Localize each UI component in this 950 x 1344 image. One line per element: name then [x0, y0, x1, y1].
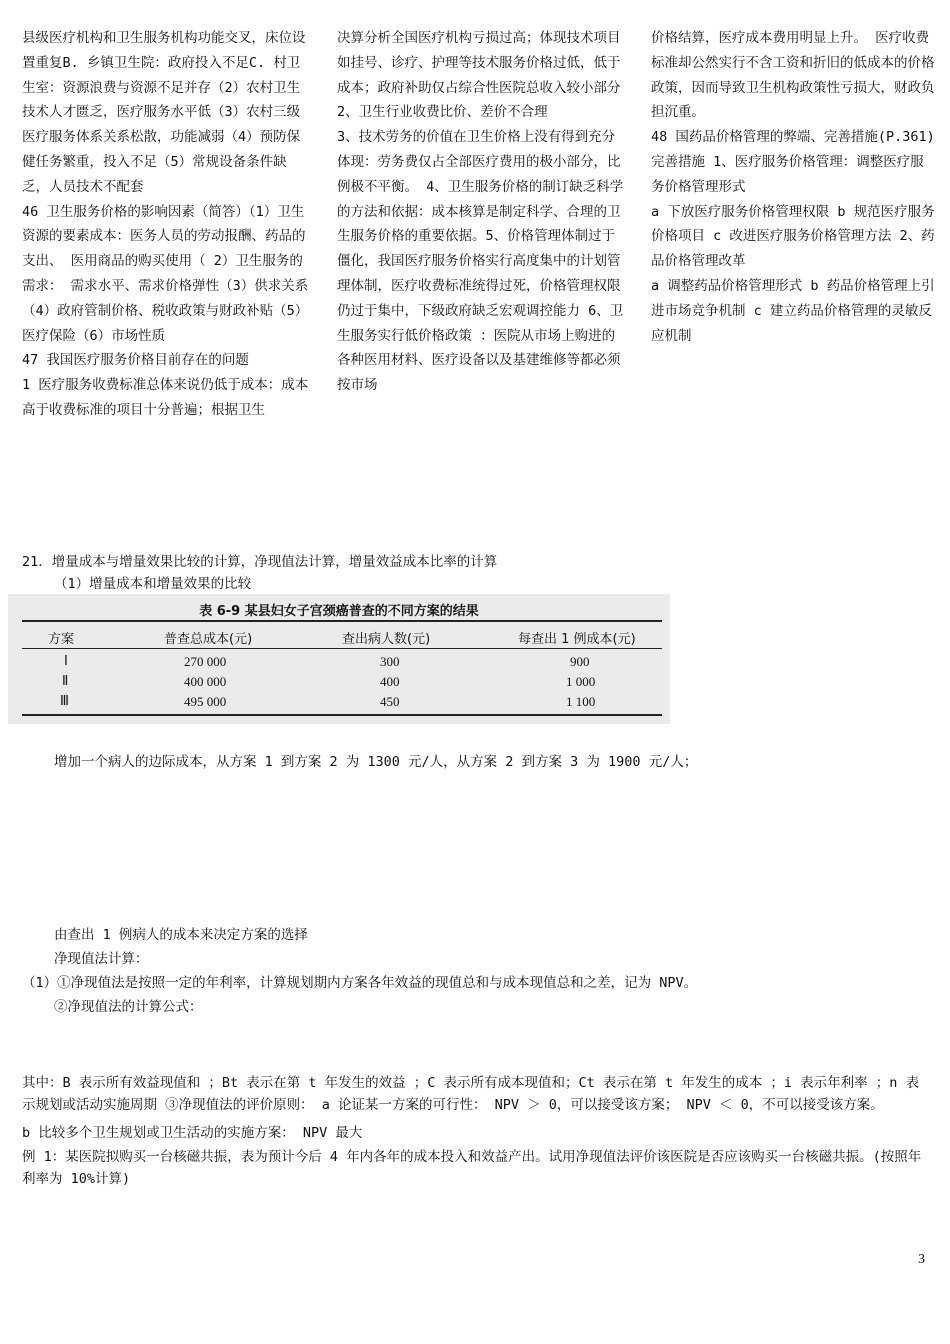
table-header-cost-per-case: 每查出 1 例成本(元)	[518, 632, 636, 647]
table-row-1-total-cost: 270 000	[184, 654, 227, 669]
npv-where-text: 其中：B 表示所有效益现值和 ；Bt 表示在第 t 年发生的效益 ；C 表示所有成本现值和；Ct 表示在第 t 年发生的成本 ；i 表示年利率 ；n 表示规划或活动实施周期 ③净现值法的评价原则： a 论证某一方案的可行性： NPV ＞ 0，可以接受该方案； NPV ＜ 0，不可以接受该方案。	[22, 1075, 920, 1113]
table-row-3-total-cost: 495 000	[184, 694, 227, 709]
npv-compare-text: b 比较多个卫生规划或卫生活动的实施方案： NPV 最大	[22, 1125, 363, 1141]
npv-title: 净现值法计算：	[54, 951, 149, 967]
text-column-2: 决算分析全国医疗机构亏损过高；体现技术项目如挂号、诊疗、护理等技术服务价格过低，低于成本；政府补助仅占综合性医院总收入较小部分 2、卫生行业收费比价、差价不合理 3、技术劳务的价值在卫生价格上没有得到充分体现：劳务费仅占全部医疗费用的极小部分，比例极不平衡。 4、卫生服务价格的制订缺乏科学的方法和依据：成本核算是制定科学、合理的卫生服务价格的重要依据。5、价格管理体制过于僵化，我国医疗服务价格实行高度集中的计划管理体制，医疗收费标准统得过死，价格管理权限仍过于集中，下级政府缺乏宏观调控能力 6、卫生服务实行低价格政策 ：医院从市场上购进的各种医用材料、医疗设备以及基建维修等都必须按市场	[337, 30, 624, 394]
table-row-2-scheme: Ⅱ	[62, 674, 69, 689]
table-top-rule	[22, 620, 662, 622]
table-row-1-cost-per-case: 900	[570, 654, 590, 669]
table-header-rule	[22, 648, 662, 649]
marginal-cost-text: 增加一个病人的边际成本，从方案 1 到方案 2 为 1300 元/人，从方案 2 到方案 3 为 1900 元/人；	[54, 754, 698, 770]
table-row-2-total-cost: 400 000	[184, 674, 227, 689]
npv-formula-label: ②净现值法的计算公式：	[54, 999, 203, 1015]
section-21-subheading: （1）增量成本和增量效果的比较	[54, 576, 252, 592]
result-table	[8, 594, 670, 724]
table-header-total-cost: 普查总成本(元)	[164, 632, 253, 647]
npv-definition: （1）①净现值法是按照一定的年利率，计算规划期内方案各年效益的现值总和与成本现值总和之差，记为 NPV。	[22, 975, 698, 991]
table-row-3-scheme: Ⅲ	[60, 694, 69, 709]
example-1-text: 例 1：某医院拟购买一台核磁共振，表为预计今后 4 年内各年的成本投入和效益产出。试用净现值法评价该医院是否应该购买一台核磁共振。(按照年利率为 10%计算)	[22, 1149, 922, 1187]
table-row-2-cost-per-case: 1 000	[566, 674, 596, 689]
table-header-patients: 查出病人数(元)	[342, 632, 431, 647]
section-21-heading: 21．增量成本与增量效果比较的计算，净现值法计算，增量效益成本比率的计算	[22, 554, 498, 570]
table-row-3-cost-per-case: 1 100	[566, 694, 596, 709]
table-bottom-rule	[22, 714, 662, 716]
text-column-1: 县级医疗机构和卫生服务机构功能交叉，床位设置重复B. 乡镇卫生院：政府投入不足C. 村卫生室：资源浪费与资源不足并存（2）农村卫生技术人才匮乏，医疗服务水平低（3）农村三级医疗服务体系关系松散，功能减弱（4）预防保健任务繁重，投入不足（5）常规设备条件缺乏，人员技术不配套 46 卫生服务价格的影响因素（简答）（1）卫生资源的要素成本：医务人员的劳动报酬、药品的支出、 医用商品的购买使用（ 2）卫生服务的需求： 需求水平、需求价格弹性（3）供求关系（4）政府管制价格、税收政策与财政补贴（5）医疗保险（6）市场性质 47 我国医疗服务价格目前存在的问题 1 医疗服务收费标准总体来说仍低于成本：成本高于收费标准的项目十分普遍；根据卫生	[22, 30, 309, 418]
choose-scheme-text: 由查出 1 例病人的成本来决定方案的选择	[54, 927, 308, 943]
table-title: 表 6-9 某县妇女子宫颈癌普查的不同方案的结果	[199, 604, 479, 619]
table-row-3-patients: 450	[380, 694, 400, 709]
table-row-1-patients: 300	[380, 654, 400, 669]
table-row-1-scheme: Ⅰ	[64, 654, 68, 669]
page-number: 3	[918, 1252, 925, 1267]
text-column-3: 价格结算，医疗成本费用明显上升。 医疗收费标准却公然实行不含工资和折旧的低成本的价格政策，因而导致卫生机构政策性亏损大，财政负担沉重。 48 国药品价格管理的弊端、完善措施(P.361)完善措施 1、医疗服务价格管理：调整医疗服务价格管理形式 a 下放医疗服务价格管理权限 b 规范医疗服务价格项目 c 改进医疗服务价格管理方法 2、药品价格管理改革 a 调整药品价格管理形式 b 药品价格管理上引进市场竞争机制 c 建立药品价格管理的灵敏反应机制	[651, 30, 935, 344]
table-header-scheme: 方案	[48, 632, 75, 647]
table-row-2-patients: 400	[380, 674, 400, 689]
